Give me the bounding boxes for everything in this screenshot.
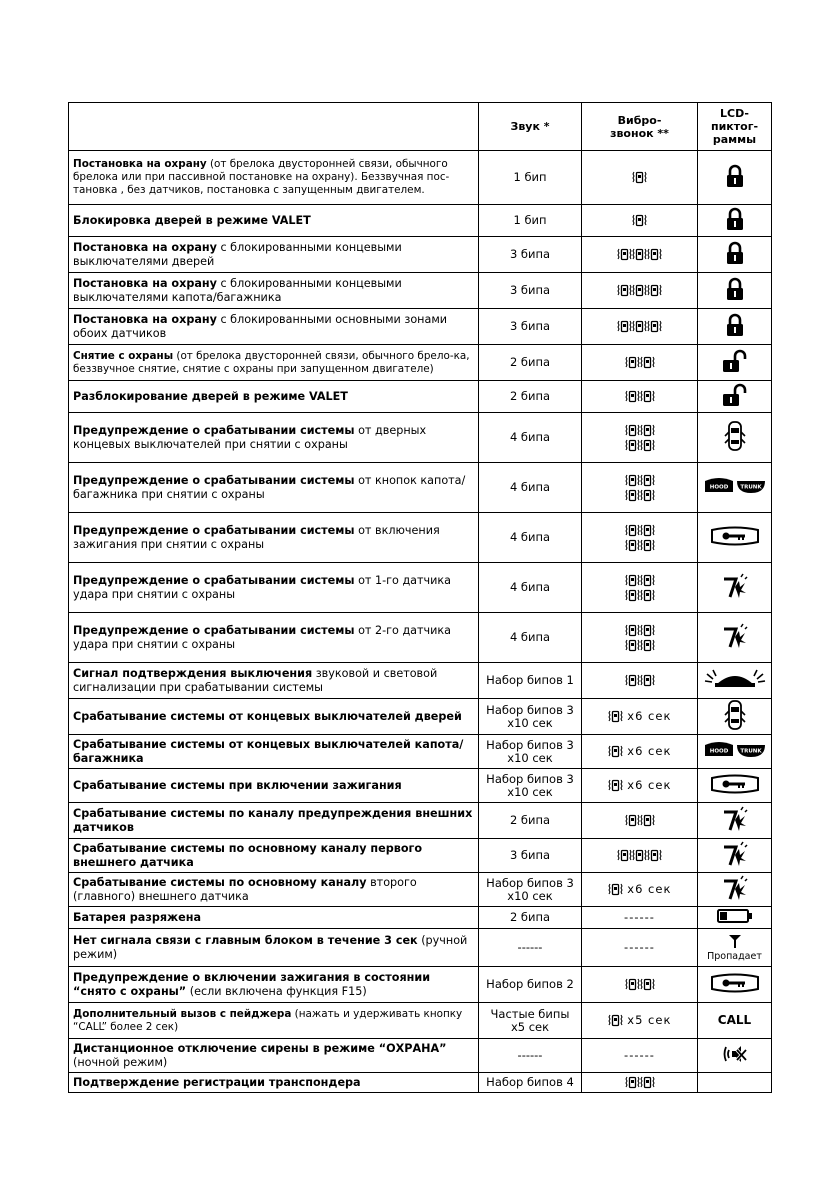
row-lcd <box>698 839 772 873</box>
row-lcd <box>698 563 772 613</box>
table-row <box>69 381 772 413</box>
call-text-icon: CALL <box>717 1013 752 1027</box>
row-description-bold: Постановка на охрану <box>73 312 217 326</box>
row-description-bold: Батарея разряжена <box>73 910 202 924</box>
vibro-pattern <box>586 247 693 262</box>
shock-sensor-icon <box>722 573 748 602</box>
row-description-bold: Предупреждение о срабатывании системы <box>73 523 355 537</box>
row-sound: Набор бипов 2 <box>479 967 582 1003</box>
vibro-pattern <box>586 813 693 828</box>
row-description <box>69 205 479 237</box>
row-vibro <box>582 699 698 735</box>
row-sound: 4 бипа <box>479 413 582 463</box>
vibro-pattern <box>586 523 693 538</box>
row-description-rest: (ночной режим) <box>73 1055 168 1069</box>
row-description-rest: (от брелока двусторонней связи, обычного брелока или при пассивной постановке на охрану). Беззвучная пос-тановка , без датчиков, постановка с запущенным двигателем. <box>73 158 450 196</box>
lcd-caption: Пропадает <box>707 950 762 962</box>
header-vibro: Вибро- звонок ** <box>582 103 698 151</box>
row-vibro <box>582 967 698 1003</box>
row-description-bold: Срабатывание системы от концевых выключателей капота/багажника <box>73 737 464 765</box>
table-row <box>69 873 772 907</box>
row-vibro <box>582 463 698 513</box>
vibro-pattern <box>586 213 693 228</box>
row-lcd <box>698 929 772 967</box>
battery-low-icon <box>716 908 754 927</box>
row-vibro <box>582 151 698 205</box>
row-description-rest: (если включена функция F15) <box>186 984 367 998</box>
row-description-rest: звуковой и световой сигнализации при срабатывании системы <box>73 666 438 694</box>
row-vibro <box>582 1073 698 1093</box>
shock-sensor-icon <box>722 875 748 904</box>
row-lcd <box>698 413 772 463</box>
lock-open-icon <box>721 383 749 410</box>
lock-closed-icon <box>725 277 745 304</box>
table-row <box>69 345 772 381</box>
vibro-pattern <box>586 423 693 438</box>
row-lcd <box>698 237 772 273</box>
row-description-bold: Срабатывание системы по каналу предупреждения внешних датчиков <box>73 806 473 834</box>
row-vibro <box>582 1003 698 1039</box>
row-vibro <box>582 309 698 345</box>
row-vibro <box>582 735 698 769</box>
row-sound: Набор бипов 3 х10 сек <box>479 699 582 735</box>
row-lcd <box>698 309 772 345</box>
row-lcd <box>698 1003 772 1039</box>
shock-sensor-icon <box>722 806 748 835</box>
row-sound: Частые бипы х5 сек <box>479 1003 582 1039</box>
vibro-pattern: х6 сек <box>586 744 693 759</box>
ignition-key-icon <box>709 526 761 549</box>
hood-label: HOOD <box>709 484 728 491</box>
vibro-pattern: ------ <box>624 1048 655 1062</box>
vibro-pattern: х6 сек <box>586 882 693 897</box>
row-lcd <box>698 873 772 907</box>
row-description-bold: Постановка на охрану <box>73 276 217 290</box>
row-vibro <box>582 563 698 613</box>
row-sound: 3 бипа <box>479 237 582 273</box>
row-lcd <box>698 803 772 839</box>
lock-closed-icon <box>725 241 745 268</box>
row-description-bold: Нет сигнала связи с главным блоком в течение 3 сек <box>73 933 418 947</box>
row-sound: Набор бипов 3 х10 сек <box>479 735 582 769</box>
row-description-bold: Дополнительный вызов с пейджера <box>73 1007 292 1020</box>
row-sound: 4 бипа <box>479 563 582 613</box>
table-row <box>69 205 772 237</box>
row-sound: Набор бипов 3 х10 сек <box>479 769 582 803</box>
table-row <box>69 699 772 735</box>
row-vibro <box>582 413 698 463</box>
row-description-bold: Разблокирование дверей в режиме VALET <box>73 389 348 403</box>
row-description-bold: Подтверждение регистрации транспондера <box>73 1075 361 1089</box>
lock-closed-icon <box>725 164 745 191</box>
row-sound: 2 бипа <box>479 907 582 929</box>
table-row <box>69 273 772 309</box>
row-vibro <box>582 381 698 413</box>
table-row <box>69 929 772 967</box>
row-lcd <box>698 613 772 663</box>
vibro-pattern <box>586 283 693 298</box>
vibro-pattern <box>586 355 693 370</box>
vibro-pattern <box>586 977 693 992</box>
vibro-pattern <box>586 1075 693 1090</box>
vibro-pattern <box>586 673 693 688</box>
row-lcd <box>698 205 772 237</box>
row-sound: ------ <box>479 929 582 967</box>
vibro-pattern <box>586 319 693 334</box>
vibro-pattern <box>586 438 693 453</box>
row-sound: ------ <box>479 1039 582 1073</box>
row-description <box>69 907 479 929</box>
trunk-label: TRUNK <box>739 748 762 755</box>
row-lcd <box>698 699 772 735</box>
row-description-bold: Срабатывание системы по основному каналу первого внешнего датчика <box>73 841 423 869</box>
row-lcd <box>698 1073 772 1093</box>
table-row <box>69 463 772 513</box>
vibro-pattern <box>586 170 693 185</box>
row-sound: 2 бипа <box>479 381 582 413</box>
vibro-pattern <box>586 488 693 503</box>
row-description <box>69 309 479 345</box>
row-description-bold: Предупреждение о срабатывании системы <box>73 473 355 487</box>
row-description-rest: с блокированными основными зонами обоих датчиков <box>73 312 448 340</box>
hood-label: HOOD <box>709 748 728 755</box>
row-lcd <box>698 463 772 513</box>
row-description-bold: Срабатывание системы при включении зажигания <box>73 778 402 792</box>
row-description <box>69 273 479 309</box>
row-sound: 3 бипа <box>479 309 582 345</box>
ignition-key-icon <box>709 973 761 996</box>
row-lcd <box>698 381 772 413</box>
row-lcd <box>698 769 772 803</box>
row-description <box>69 663 479 699</box>
row-description <box>69 769 479 803</box>
shock-sensor-icon <box>722 841 748 870</box>
row-lcd <box>698 345 772 381</box>
row-vibro <box>582 663 698 699</box>
row-sound: 1 бип <box>479 151 582 205</box>
lock-open-icon <box>721 349 749 376</box>
table-row <box>69 663 772 699</box>
vibro-pattern <box>586 573 693 588</box>
row-lcd <box>698 967 772 1003</box>
row-vibro <box>582 1039 698 1073</box>
vibro-pattern: х5 сек <box>586 1013 693 1028</box>
row-description-rest: от кнопок капота/багажника при снятии с охраны <box>73 473 466 501</box>
vibro-pattern: ------ <box>624 910 655 924</box>
lock-closed-icon <box>725 207 745 234</box>
row-description <box>69 151 479 205</box>
vibro-pattern <box>586 538 693 553</box>
table-row <box>69 413 772 463</box>
table-row <box>69 769 772 803</box>
row-sound: 2 бипа <box>479 345 582 381</box>
vibro-pattern <box>586 473 693 488</box>
table-row <box>69 967 772 1003</box>
row-description <box>69 1039 479 1073</box>
table-row <box>69 839 772 873</box>
row-description-rest: от 2-го датчика удара при снятии с охраны <box>73 623 452 651</box>
row-description-rest: от включения зажигания при снятии с охраны <box>73 523 440 551</box>
ignition-key-icon <box>709 774 761 797</box>
row-description <box>69 413 479 463</box>
vibro-pattern <box>586 638 693 653</box>
row-description <box>69 873 479 907</box>
vibro-pattern <box>586 389 693 404</box>
row-description-bold: Срабатывание системы по основному каналу <box>73 875 367 889</box>
row-vibro <box>582 237 698 273</box>
row-vibro <box>582 345 698 381</box>
table-row <box>69 237 772 273</box>
row-description <box>69 803 479 839</box>
row-description-bold: Снятие с охраны <box>73 349 174 362</box>
row-description-bold: Предупреждение о включении зажигания в состоянии “снято с охраны” <box>73 970 431 998</box>
row-description <box>69 1003 479 1039</box>
row-description-rest: (от брелока двусторонней связи, обычного брело-ка, беззвучное снятие, снятие с охраны при запущенном двигателе) <box>73 349 470 375</box>
row-vibro <box>582 907 698 929</box>
row-description <box>69 237 479 273</box>
table-row <box>69 513 772 563</box>
row-description <box>69 1073 479 1093</box>
row-sound: 4 бипа <box>479 613 582 663</box>
vibro-pattern: х6 сек <box>586 778 693 793</box>
row-vibro <box>582 929 698 967</box>
signal-table <box>68 102 772 1093</box>
car-doors-icon <box>724 699 746 734</box>
row-description <box>69 513 479 563</box>
car-lights-icon <box>703 668 767 693</box>
row-description <box>69 345 479 381</box>
hood-trunk-icon <box>703 739 767 764</box>
vibro-pattern: ------ <box>624 940 655 954</box>
table-row <box>69 907 772 929</box>
row-description-rest: второго (главного) внешнего датчика <box>73 875 417 903</box>
row-sound: 1 бип <box>479 205 582 237</box>
antenna-icon <box>728 934 742 951</box>
table-row <box>69 803 772 839</box>
row-description-bold: Дистанционное отключение сирены в режиме “ОХРАНА” <box>73 1041 447 1055</box>
table-row <box>69 613 772 663</box>
row-vibro <box>582 839 698 873</box>
row-description <box>69 839 479 873</box>
row-description-bold: Предупреждение о срабатывании системы <box>73 423 355 437</box>
siren-off-icon <box>722 1043 748 1068</box>
table-row <box>69 309 772 345</box>
row-vibro <box>582 613 698 663</box>
row-sound: 2 бипа <box>479 803 582 839</box>
row-description <box>69 929 479 967</box>
header-lcd: LCD- пиктог- раммы <box>698 103 772 151</box>
row-lcd <box>698 663 772 699</box>
row-description-rest: с блокированными концевыми выключателями дверей <box>73 240 402 268</box>
row-description <box>69 735 479 769</box>
row-vibro <box>582 803 698 839</box>
row-description <box>69 967 479 1003</box>
row-sound: 3 бипа <box>479 839 582 873</box>
row-description-rest: (ручной режим) <box>73 933 468 961</box>
hood-trunk-icon <box>703 475 767 500</box>
row-sound: Набор бипов 1 <box>479 663 582 699</box>
row-description-bold: Блокировка дверей в режиме VALET <box>73 213 311 227</box>
table-row <box>69 1073 772 1093</box>
row-description <box>69 699 479 735</box>
row-description-bold: Сигнал подтверждения выключения <box>73 666 313 680</box>
row-lcd <box>698 907 772 929</box>
row-lcd <box>698 273 772 309</box>
lock-closed-icon <box>725 313 745 340</box>
row-sound: Набор бипов 4 <box>479 1073 582 1093</box>
row-lcd <box>698 151 772 205</box>
row-description-bold: Срабатывание системы от концевых выключателей дверей <box>73 709 462 723</box>
row-vibro <box>582 873 698 907</box>
table-row <box>69 735 772 769</box>
row-sound: 4 бипа <box>479 513 582 563</box>
row-lcd <box>698 1039 772 1073</box>
row-sound: Набор бипов 3 х10 сек <box>479 873 582 907</box>
row-description-bold: Постановка на охрану <box>73 158 207 170</box>
row-sound: 4 бипа <box>479 463 582 513</box>
table-row <box>69 563 772 613</box>
table-row <box>69 151 772 205</box>
vibro-pattern: х6 сек <box>586 709 693 724</box>
row-description-bold: Предупреждение о срабатывании системы <box>73 623 355 637</box>
row-description-rest: от 1-го датчика удара при снятии с охраны <box>73 573 452 601</box>
row-lcd <box>698 513 772 563</box>
row-description <box>69 613 479 663</box>
row-description <box>69 463 479 513</box>
table-row <box>69 1039 772 1073</box>
row-lcd <box>698 735 772 769</box>
vibro-pattern <box>586 848 693 863</box>
shock-sensor-icon <box>722 623 748 652</box>
row-description <box>69 381 479 413</box>
vibro-pattern <box>586 623 693 638</box>
header-description <box>69 103 479 151</box>
vibro-pattern <box>586 588 693 603</box>
table-row <box>69 1003 772 1039</box>
row-sound: 3 бипа <box>479 273 582 309</box>
row-description-bold: Предупреждение о срабатывании системы <box>73 573 355 587</box>
trunk-label: TRUNK <box>739 484 762 491</box>
row-vibro <box>582 273 698 309</box>
row-vibro <box>582 513 698 563</box>
row-description-bold: Постановка на охрану <box>73 240 217 254</box>
header-sound: Звук * <box>479 103 582 151</box>
car-doors-icon <box>724 420 746 455</box>
row-description-rest: от дверных концевых выключателей при снятии с охраны <box>73 423 427 451</box>
row-description <box>69 563 479 613</box>
row-description-rest: (нажать и удерживать кнопку “CALL” более 2 сек) <box>73 1007 463 1033</box>
row-vibro <box>582 769 698 803</box>
row-description-rest: с блокированными концевыми выключателями капота/багажника <box>73 276 402 304</box>
row-vibro <box>582 205 698 237</box>
table-header-row <box>69 103 772 151</box>
